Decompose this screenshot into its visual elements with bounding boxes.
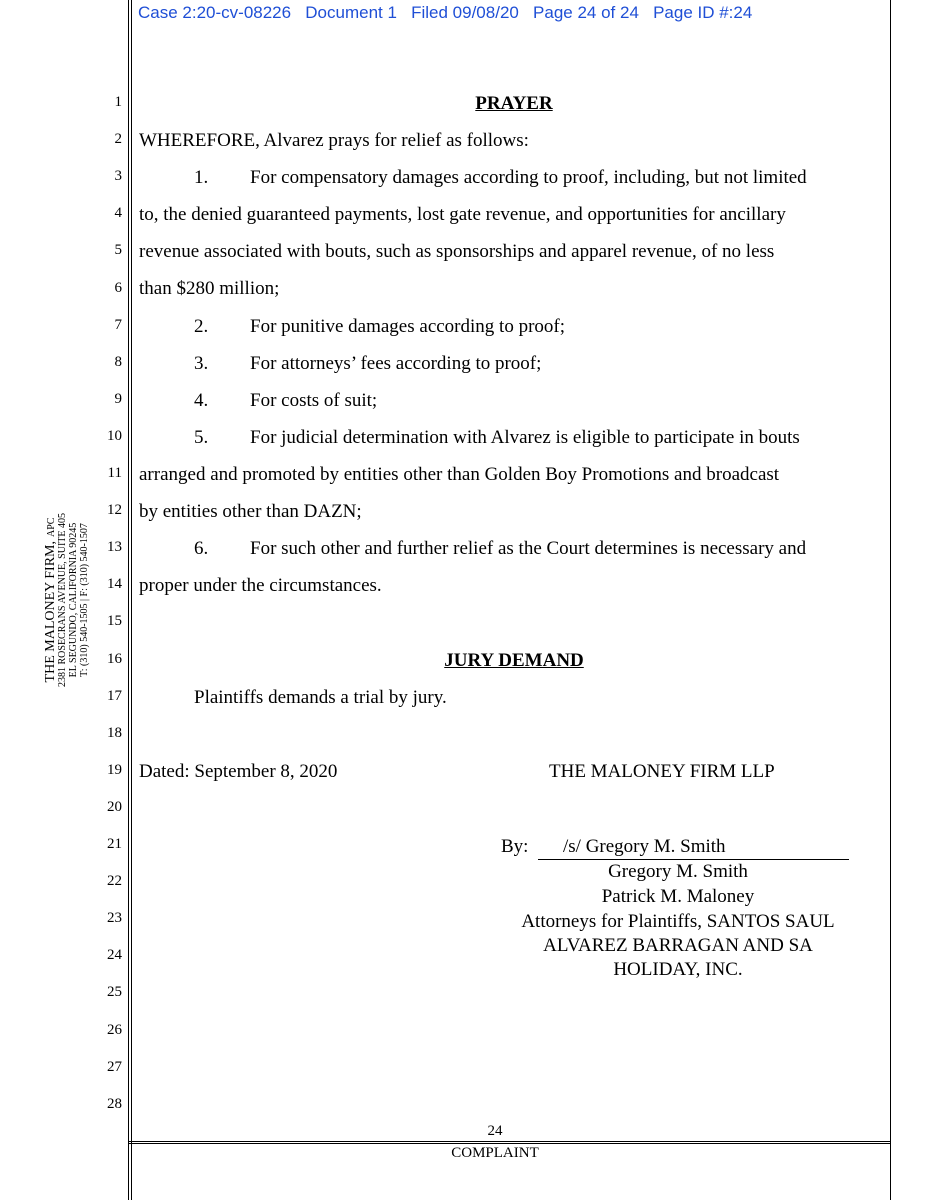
right-margin-rule <box>890 0 891 1200</box>
firm-signature-name: THE MALONEY FIRM LLP <box>549 761 775 782</box>
firm-suffix: APC <box>46 517 57 538</box>
item-text: For punitive damages according to proof; <box>250 316 566 337</box>
item-number: 5. <box>194 427 209 448</box>
item-number: 4. <box>194 390 209 411</box>
case-number: Case 2:20-cv-08226 <box>138 3 292 22</box>
document-number: Document 1 <box>305 3 397 22</box>
line-number: 11 <box>107 465 122 481</box>
line-number: 8 <box>114 353 122 370</box>
left-margin-rule <box>128 0 129 1200</box>
line-number: 13 <box>107 539 122 556</box>
footer-rule-top <box>128 1141 890 1142</box>
line-number: 2 <box>114 131 122 148</box>
line-number: 20 <box>107 798 122 815</box>
attorney-role: ALVAREZ BARRAGAN AND SA <box>543 935 813 956</box>
firm-city: EL SEGUNDO, CALIFORNIA 90245 <box>68 522 79 678</box>
footer-page-number: 24 <box>487 1123 503 1139</box>
line-number: 24 <box>107 947 122 964</box>
line-number: 5 <box>114 242 122 259</box>
item-number: 2. <box>194 316 209 337</box>
item-text-continued: proper under the circumstances. <box>139 575 382 596</box>
firm-phone: T: (310) 540-1505 | F: (310) 540-1507 <box>79 523 90 677</box>
line-number: 15 <box>107 613 122 630</box>
item-text-continued: by entities other than DAZN; <box>139 501 362 522</box>
attorney-role: Attorneys for Plaintiffs, SANTOS SAUL <box>521 911 835 932</box>
line-number: 4 <box>114 205 122 222</box>
line-number: 25 <box>107 984 122 1001</box>
line-number: 10 <box>107 427 122 444</box>
footer-title: COMPLAINT <box>451 1145 539 1161</box>
line-number: 1 <box>114 94 122 110</box>
line-number: 22 <box>107 873 122 890</box>
line-number: 12 <box>107 502 122 519</box>
line-number: 14 <box>107 576 122 593</box>
line-number: 6 <box>114 279 122 296</box>
line-number: 9 <box>114 390 122 407</box>
item-text-continued: revenue associated with bouts, such as sponsorships and apparel revenue, of no less <box>139 241 775 262</box>
dated-line: Dated: September 8, 2020 <box>139 761 338 782</box>
firm-address: 2381 ROSECRANS AVENUE, SUITE 405 <box>57 513 68 687</box>
page-id: Page ID #:24 <box>653 3 753 22</box>
by-label: By: <box>501 836 529 857</box>
firm-name: THE MALONEY FIRM, <box>43 541 58 683</box>
prayer-heading: PRAYER <box>475 93 553 114</box>
item-text: For judicial determination with Alvarez is eligible to participate in bouts <box>250 427 800 448</box>
attorney-role: HOLIDAY, INC. <box>613 959 743 980</box>
filed-date: Filed 09/08/20 <box>411 3 519 22</box>
line-number: 21 <box>107 836 122 852</box>
line-number: 28 <box>107 1095 122 1112</box>
line-number: 17 <box>107 687 122 704</box>
line-number: 7 <box>114 316 122 333</box>
item-text: For compensatory damages according to proof, including, but not limited <box>250 167 807 188</box>
line-number: 3 <box>114 168 122 185</box>
item-text-continued: to, the denied guaranteed payments, lost gate revenue, and opportunities for ancillary <box>139 204 786 225</box>
jury-demand-heading: JURY DEMAND <box>444 650 584 671</box>
signer-name: Patrick M. Maloney <box>601 886 755 907</box>
line-number: 23 <box>107 910 122 927</box>
left-margin-rule-inner <box>131 0 132 1200</box>
signer-name: Gregory M. Smith <box>608 861 748 882</box>
jury-demand-text: Plaintiffs demands a trial by jury. <box>194 687 447 708</box>
prayer-intro: WHEREFORE, Alvarez prays for relief as follows: <box>139 130 529 151</box>
case-header <box>138 0 898 26</box>
item-text: For attorneys’ fees according to proof; <box>250 353 542 374</box>
line-number: 19 <box>107 761 122 778</box>
line-number: 26 <box>107 1021 122 1038</box>
item-text-continued: arranged and promoted by entities other than Golden Boy Promotions and broadcast <box>139 464 780 485</box>
item-text-continued: than $280 million; <box>139 278 280 299</box>
line-number: 18 <box>107 724 122 741</box>
line-number: 16 <box>107 650 122 667</box>
line-number: 27 <box>107 1058 122 1075</box>
item-number: 3. <box>194 353 209 374</box>
item-text: For costs of suit; <box>250 390 378 411</box>
item-number: 1. <box>194 167 209 188</box>
electronic-signature: /s/ Gregory M. Smith <box>563 836 726 857</box>
page-count: Page 24 of 24 <box>533 3 639 22</box>
item-text: For such other and further relief as the Court determines is necessary and <box>250 538 807 559</box>
item-number: 6. <box>194 538 209 559</box>
